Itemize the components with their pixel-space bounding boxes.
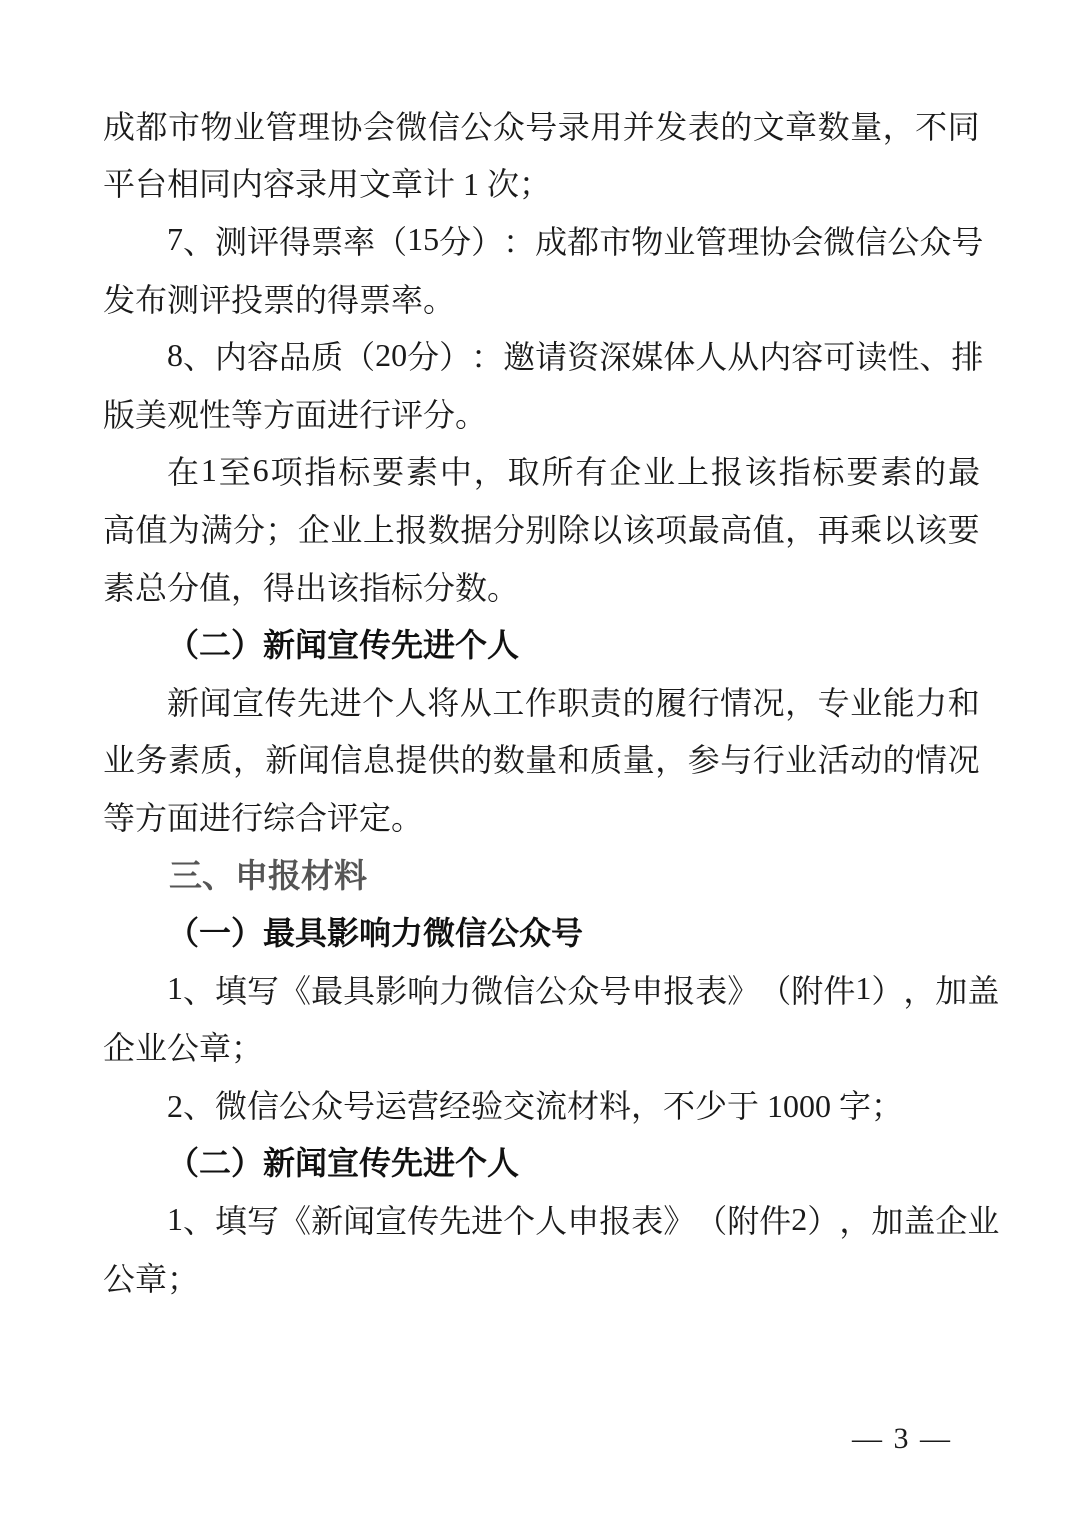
text-line: 业 务 素 质 ， 新 闻 信 息 提 供 的 数 量 和 质 量 ， 参 与 行 业 活 动 的 情 况: [103, 742, 980, 779]
text-line: 7 、 测 评 得 票 率 （ 1 5 分 ） ： 成 都 市 物 业 管 理 协 会 微 信 公 众 号: [167, 221, 984, 260]
text-line: 2、微信公众号运营经验交流材料，不少于 1000 字；: [167, 1087, 904, 1124]
page-number: — 3 —: [852, 1422, 952, 1455]
text-line: 平台相同内容录用文章计 1 次；: [103, 166, 552, 203]
text-line: 公章；: [103, 1260, 200, 1297]
document-body: [103, 96, 1000, 1305]
text-line: 1 、 填 写 《 新 闻 宣 传 先 进 个 人 申 报 表 》 （ 附 件 2 ） ， 加 盖 企 业: [167, 1200, 1000, 1240]
text-line: 企业公章；: [103, 1030, 264, 1067]
text-line: 8 、 内 容 品 质 （ 2 0 分 ） ： 邀 请 资 深 媒 体 人 从 内 容 可 读 性 、 排: [167, 336, 984, 376]
text-line: 成 都 市 物 业 管 理 协 会 微 信 公 众 号 录 用 并 发 表 的 文 章 数 量 ， 不 同: [103, 108, 980, 145]
section-heading: 三、申报材料: [169, 857, 367, 895]
text-line: 等方面进行综合评定。: [103, 799, 424, 836]
subsection-heading: （一）最具影响力微信公众号: [167, 915, 584, 952]
text-line: 新 闻 宣 传 先 进 个 人 将 从 工 作 职 责 的 履 行 情 况 ， 专 业 能 力 和: [167, 684, 980, 721]
subsection-heading: （二）新闻宣传先进个人: [167, 627, 520, 664]
text-line: 在 1 至 6 项 指 标 要 素 中 ， 取 所 有 企 业 上 报 该 指 标 要 素 的 最: [167, 451, 980, 491]
text-line: 素总分值，得出该指标分数。: [103, 569, 520, 606]
text-line: 高 值 为 满 分 ； 企 业 上 报 数 据 分 别 除 以 该 项 最 高 值 ， 再 乘 以 该 要: [103, 511, 980, 548]
text-line: 1 、 填 写 《 最 具 影 响 力 微 信 公 众 号 申 报 表 》 （ 附 件 1 ） ， 加 盖: [167, 970, 1000, 1009]
text-line: 版美观性等方面进行评分。: [103, 396, 488, 433]
subsection-heading: （二）新闻宣传先进个人: [167, 1145, 520, 1182]
text-line: 发布测评投票的得票率。: [103, 281, 456, 318]
